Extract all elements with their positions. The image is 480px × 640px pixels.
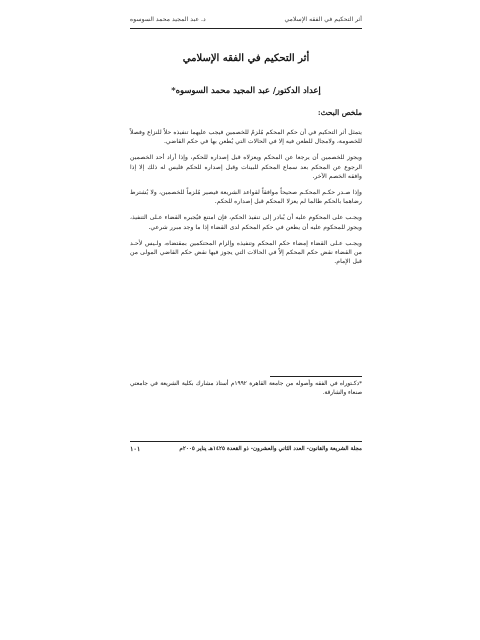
footer-divider: [130, 441, 362, 442]
header-divider: [130, 28, 362, 29]
abstract-paragraph: وإذا صـدر حكـم المحكـم صحيحاً موافقاً لقواعد الشريعة فيصير مُلزماً للخصمين، ولا يُشترط رضاهما بالحكم طالما لم يعزلا المحكم قبل إصداره للحكم.: [130, 189, 362, 206]
author-footnote: *دكـتوراه في الفقه وأصوله من جامعة القاهرة ١٩٩٢م أستاذ مشارك بكلية الشريعة في جامعتي صنعاء والشارقة.: [130, 381, 362, 396]
article-author: إعداد الدكتور/ عبد المجيد محمد السوسوه*: [171, 85, 321, 95]
page-number: ١٠١: [130, 445, 141, 453]
abstract-body: [130, 128, 362, 273]
abstract-paragraph: ويجـب على المحكوم عليه أن يُبادر إلى تنفيذ الحكم، فإن امتنع فيُجبره القضاء عـلى التنفيذ، ويجوز للمحكوم عليه أن يطعن في حكم المحكم لدى القضاء إذا ما وجد مبرر شرعي.: [130, 214, 362, 231]
abstract-heading: ملخص البحث:: [317, 108, 362, 117]
article-title: أثر التحكيم في الفقه الإسلامي: [182, 53, 310, 64]
abstract-paragraph: ويجـب عـلى القضاء إمضاء حكم المحكم وتنفيذه وإلزام المحتكمين بمقتضاه، ولـيس لأحـد من القضاء نقض حكم المحكم إلاّ في الحالات التي يجوز فيها نقض حكم القاضي المولى من قبل الإمام.: [130, 239, 362, 266]
document-page: [130, 10, 362, 462]
footnote-divider: [270, 376, 362, 377]
abstract-paragraph: ويجوز للخصمين أن يرجعا عن المحكم ويعزلاه قبل إصداره للحكم، وإذا أراد أحد الخصمين الرجوع عن المحكم بعد سماع المحكم للبينات وقبل إصداره للحكم فليس له ذلك إلا إذا وافقه الخصم الآخر.: [130, 154, 362, 181]
journal-citation: مجلة الشريعة والقانون- العدد الثاني والعشرون- ذو القعدة ١٤٢٥هـ يناير ٢٠٠٥م: [179, 446, 362, 452]
abstract-paragraph: يتمثل أثر التحكيم في أن حكم المحكم مُلزمٌ للخصمين فيجب عليهما تنفيذه حلاً للنزاع وفصلاً للخصومة، ولامجال للطعن فيه إلا في الحالات التي يُطعن بها في حكم القاضي.: [130, 129, 362, 146]
running-header-title: أثر التحكيم في الفقه الإسلامي: [284, 16, 362, 23]
running-header-author: د. عبد المجيد محمد السوسوه: [130, 16, 206, 23]
